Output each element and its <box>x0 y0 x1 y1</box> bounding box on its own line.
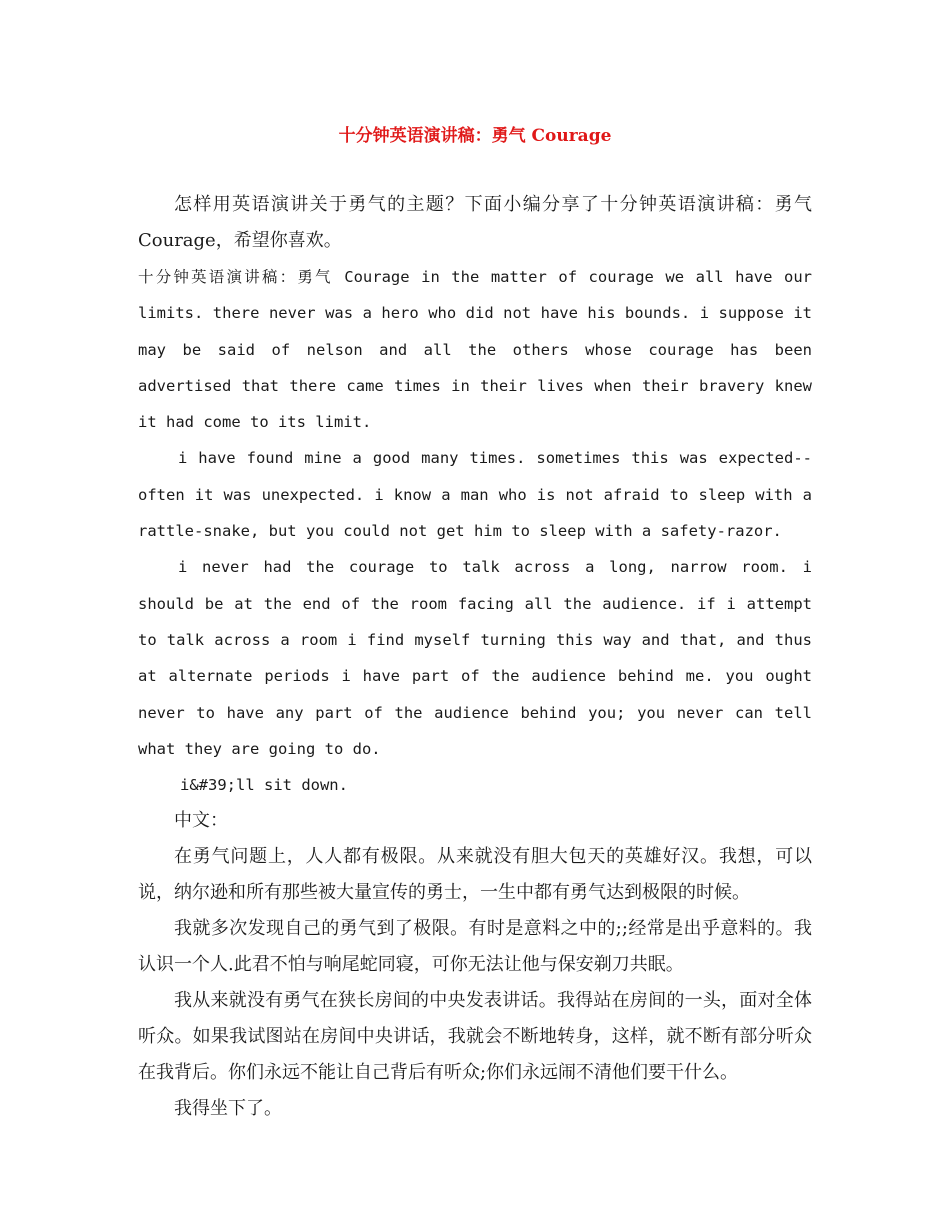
english-paragraph-2: i have found mine a good many times. sometimes this was expected--often it was unexpected. i know a man who is not afraid to sleep with a rattle-snake, but you could not get him to sleep with a safety-razor. <box>138 449 812 541</box>
intro-paragraph: 怎样用英语演讲关于勇气的主题？下面小编分享了十分钟英语演讲稿：勇气Courage，希望你喜欢。 <box>138 194 812 251</box>
chinese-paragraph-3: 我从来就没有勇气在狭长房间的中央发表讲话。我得站在房间的一头，面对全体听众。如果我试图站在房间中央讲话，我就会不断地转身，这样，就不断有部分听众在我背后。你们永远不能让自己背后有听众;你们永远闹不清他们要干什么。 <box>138 990 812 1084</box>
english-paragraph-3: i never had the courage to talk across a long, narrow room. i should be at the end of the room facing all the audience. if i attempt to talk across a room i find myself turning this way and that, and thus at alternate periods i have part of the audience behind me. you ought never to have any part of the audience behind you; you never can tell what they are going to do. <box>138 558 812 758</box>
document-title: 十分钟英语演讲稿：勇气 Courage <box>338 126 612 146</box>
english-paragraph-4: i&#39;ll sit down. <box>180 776 348 795</box>
chinese-paragraph-2: 我就多次发现自己的勇气到了极限。有时是意料之中的;;经常是出乎意料的。我认识一个人.此君不怕与响尾蛇同寝，可你无法让他与保安剃刀共眠。 <box>138 918 812 976</box>
english-paragraph-1: 十分钟英语演讲稿：勇气 Courage in the matter of courage we all have our limits. there never was a hero who did not have his bounds. i suppose it may be said of nelson and all the others whose courage has been advertised that there came times in their lives when their bravery knew it had come to its limit. <box>138 268 812 432</box>
chinese-paragraph-4: 我得坐下了。 <box>174 1098 282 1120</box>
chinese-paragraph-1: 在勇气问题上，人人都有极限。从来就没有胆大包天的英雄好汉。我想，可以说，纳尔逊和所有那些被大量宣传的勇士，一生中都有勇气达到极限的时候。 <box>138 846 812 904</box>
document-body <box>138 187 812 1127</box>
chinese-heading: 中文： <box>174 810 228 832</box>
